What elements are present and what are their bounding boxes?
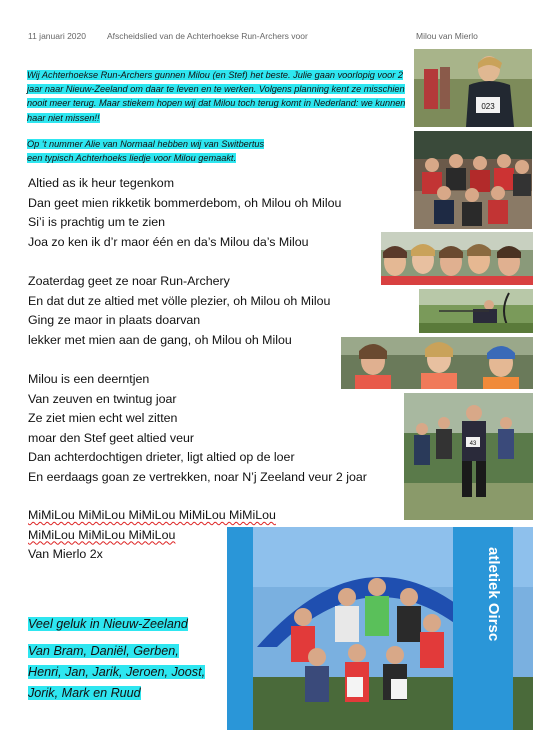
signed-line: Henri, Jan, Jarik, Jeroen, Joost, (28, 665, 206, 679)
verse-line: Altied as ik heur tegenkom (28, 176, 175, 190)
signed-line: Jorik, Mark en Ruud (28, 686, 141, 700)
verse-line: En dat dut ze altied met völle plezier, oh Milou oh Milou (28, 293, 331, 308)
photo-runner (414, 49, 532, 127)
photo-team-arch (227, 527, 533, 730)
verse-line: lekker met mien aan de gang, oh Milou oh Milou (28, 332, 292, 347)
photo-archer (419, 289, 533, 333)
intro-line-1: Op ‘t nummer Alie van Normaal hebben wij van Switbertus (27, 139, 265, 149)
closing-wish: Veel geluk in Nieuw-Zeeland (28, 617, 188, 631)
verse-line: Zoaterdag geet ze noar Run-Archery (28, 274, 230, 288)
verse-3 (28, 370, 367, 487)
signed-line: Van Bram, Daniël, Gerben, (28, 644, 179, 658)
header-author: Milou van Mierlo (416, 31, 478, 41)
chorus-line: MiMiLou MiMiLou MiMiLou (28, 527, 176, 542)
intro-text: Wij Achterhoekse Run-Archers gunnen Milou (en Stef) het beste. Julie gaan voorlopig voor 2 jaar naar Nieuw-Zeeland om daar te leven en te werken. Volgens planning kent ze misschien nooit meer terug. Maar stiekem hopen wij dat Milou toch terug komt in Nederland: we kunnen haar niet missen!! (27, 70, 406, 123)
verse-line: Van zeuven en twintug joar (28, 391, 177, 406)
bib-number: 023 (481, 102, 495, 111)
photo-selfie (381, 232, 533, 285)
verse-line: Ze ziet mien echt wel zitten (28, 411, 178, 425)
banner-text: atletiek Oirsc (485, 547, 502, 642)
closing-block (28, 614, 205, 704)
intro-paragraph (27, 68, 407, 125)
chorus-line: Van Mierlo 2x (28, 547, 103, 561)
verse-1 (28, 174, 341, 252)
intro-paragraph-2 (27, 137, 407, 165)
chorus-line: MiMiLou MiMiLou MiMiLou MiMiLou MiMiLou (28, 508, 276, 522)
header-title: Afscheidslied van de Achterhoekse Run-Archers voor (107, 31, 308, 41)
verse-line: Dan achterdochtigen drieter, ligt altied op de loer (28, 450, 295, 464)
header-date: 11 januari 2020 (28, 31, 86, 41)
photo-three-women (341, 337, 533, 389)
verse-line: En eerdaags goan ze vertrekken, noar N’j Zeeland veur 2 joar (28, 469, 367, 484)
photo-running-group (404, 393, 533, 520)
verse-line: Si’i is prachtig um te zien (28, 215, 166, 229)
verse-line: Dan geet mien rikketik bommerdebom, oh Milou oh Milou (28, 195, 342, 210)
verse-line: moar den Stef geet altied veur (28, 430, 194, 445)
verse-line: Joa zo ken ik d’r maor één en da’s Milou da’s Milou (28, 234, 309, 249)
verse-line: Milou is een deerntjen (28, 372, 150, 386)
intro-line-2: een typisch Achterhoeks liedje voor Milou gemaakt. (27, 153, 237, 164)
verse-line: Ging ze maor in plaats doarvan (28, 313, 201, 327)
bib-number: 43 (469, 441, 477, 447)
verse-2 (28, 272, 330, 350)
photo-group-bleachers (414, 131, 532, 229)
